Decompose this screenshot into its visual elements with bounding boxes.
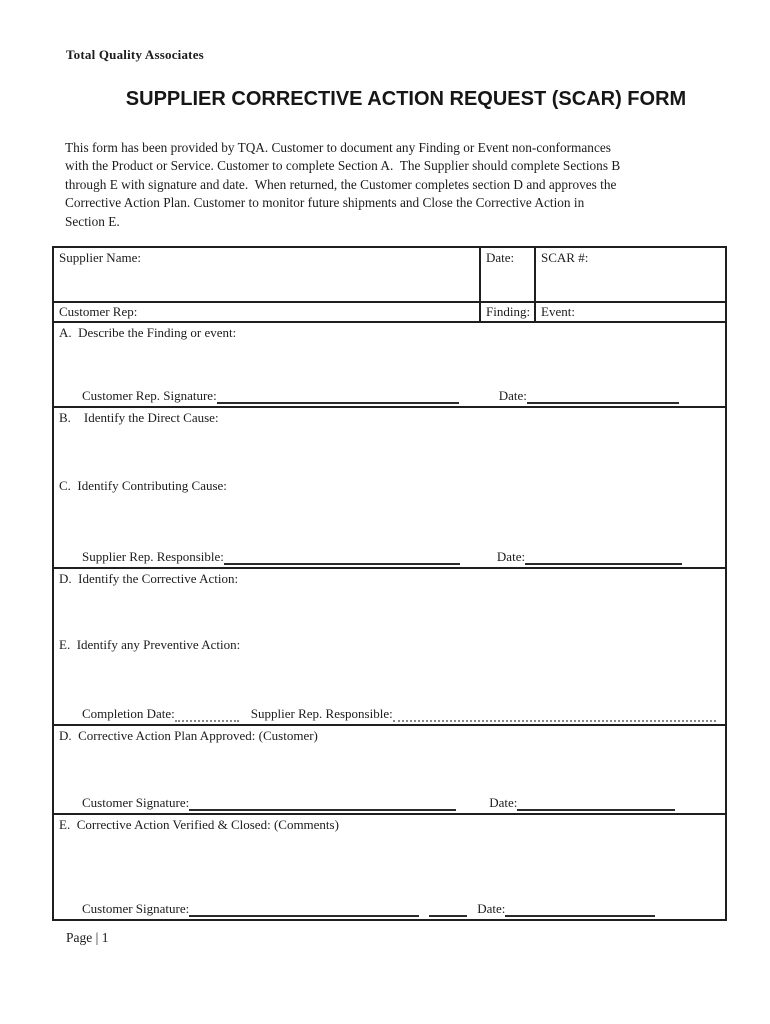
section-c-response-area[interactable]	[59, 494, 720, 547]
section-a-signature-row	[82, 386, 720, 404]
section-bc-row	[53, 407, 726, 568]
section-e-response-area[interactable]	[59, 653, 720, 704]
section-de-row	[53, 568, 726, 725]
section-c-date-label: Date:	[496, 548, 526, 564]
intro-line: Corrective Action Plan. Customer to monitor future shipments and Close the Corrective Action in	[65, 195, 585, 211]
customer-rep-signature-label: Customer Rep. Signature:	[82, 387, 217, 403]
date-cell[interactable]	[480, 247, 535, 302]
customer-rep-cell[interactable]	[53, 302, 480, 322]
scar-form-table	[52, 246, 727, 921]
section-d2-cell	[53, 725, 726, 814]
customer-signature-line[interactable]	[189, 899, 419, 917]
section-bc-cell	[53, 407, 726, 568]
section-de-cell	[53, 568, 726, 725]
section-d-response-area[interactable]	[59, 587, 720, 638]
section-e-responsible-line[interactable]	[393, 704, 716, 722]
section-d2-row	[53, 725, 726, 814]
section-e2-date-label: Date:	[477, 900, 506, 916]
section-e2-date-line[interactable]	[505, 899, 655, 917]
company-name: Total Quality Associates	[66, 47, 204, 62]
supplier-rep-responsible-line[interactable]	[224, 547, 460, 565]
section-c-date-line[interactable]	[525, 547, 682, 565]
supplier-rep-responsible-label: Supplier Rep. Responsible:	[82, 548, 224, 564]
section-e2-row	[53, 814, 726, 920]
section-c-label: C. Identify Contributing Cause:	[59, 478, 227, 494]
section-d-label: D. Identify the Corrective Action:	[59, 570, 239, 586]
section-a-date-line[interactable]	[527, 386, 679, 404]
section-a-cell	[53, 322, 726, 407]
section-b-label: B. Identify the Direct Cause:	[59, 409, 219, 425]
customer-rep-label: Customer Rep:	[59, 303, 138, 319]
section-e2-label: E. Corrective Action Verified & Closed: (Comments)	[59, 816, 339, 832]
section-d2-date-line[interactable]	[517, 793, 675, 811]
supplier-name-cell[interactable]	[53, 247, 480, 302]
completion-date-label: Completion Date:	[82, 705, 175, 721]
supplier-name-label: Supplier Name:	[59, 249, 141, 265]
date-label: Date:	[486, 249, 515, 265]
intro-line: with the Product or Service. Customer to complete Section A. The Supplier should complete Sections B	[65, 158, 621, 174]
scar-number-label: SCAR #:	[541, 249, 589, 265]
intro-line: This form has been provided by TQA. Customer to document any Finding or Event non-conformances	[65, 140, 611, 155]
intro-paragraph	[65, 139, 726, 231]
intro-line: through E with signature and date. When returned, the Customer completes section D and approves the	[65, 176, 617, 192]
section-e2-response-area[interactable]	[59, 833, 720, 899]
finding-cell[interactable]	[480, 302, 535, 322]
form-header-row-2	[53, 302, 726, 322]
signature-extra-line[interactable]	[429, 899, 467, 917]
section-e2-signature-row	[82, 899, 720, 917]
finding-label: Finding:	[486, 303, 531, 319]
customer-signature-line[interactable]	[189, 793, 456, 811]
section-d2-signature-row	[82, 793, 720, 811]
completion-date-line[interactable]	[175, 704, 239, 722]
page-number: Page | 1	[66, 929, 109, 945]
section-a-response-area[interactable]	[59, 341, 720, 386]
section-a-label: A. Describe the Finding or event:	[59, 324, 237, 340]
section-d2-date-label: Date:	[489, 794, 518, 810]
customer-signature-label: Customer Signature:	[82, 794, 190, 810]
section-d2-response-area[interactable]	[59, 744, 720, 793]
section-b-response-area[interactable]	[59, 426, 720, 479]
section-a-date-label: Date:	[498, 387, 527, 403]
intro-line: Section E.	[65, 213, 120, 229]
section-e-responsible-label: Supplier Rep. Responsible:	[250, 705, 393, 721]
section-d2-label: D. Corrective Action Plan Approved: (Customer)	[59, 727, 318, 743]
customer-signature-label: Customer Signature:	[82, 900, 190, 916]
event-label: Event:	[541, 303, 575, 319]
form-title: SUPPLIER CORRECTIVE ACTION REQUEST (SCAR) FORM	[125, 88, 687, 110]
event-cell[interactable]	[535, 302, 726, 322]
section-e-label: E. Identify any Preventive Action:	[59, 637, 241, 653]
form-header-row-1	[53, 247, 726, 302]
section-c-signature-row	[82, 547, 720, 565]
scar-number-cell[interactable]	[535, 247, 726, 302]
customer-rep-signature-line[interactable]	[217, 386, 459, 404]
section-e2-cell	[53, 814, 726, 920]
completion-row	[82, 704, 720, 722]
section-a-row	[53, 322, 726, 407]
